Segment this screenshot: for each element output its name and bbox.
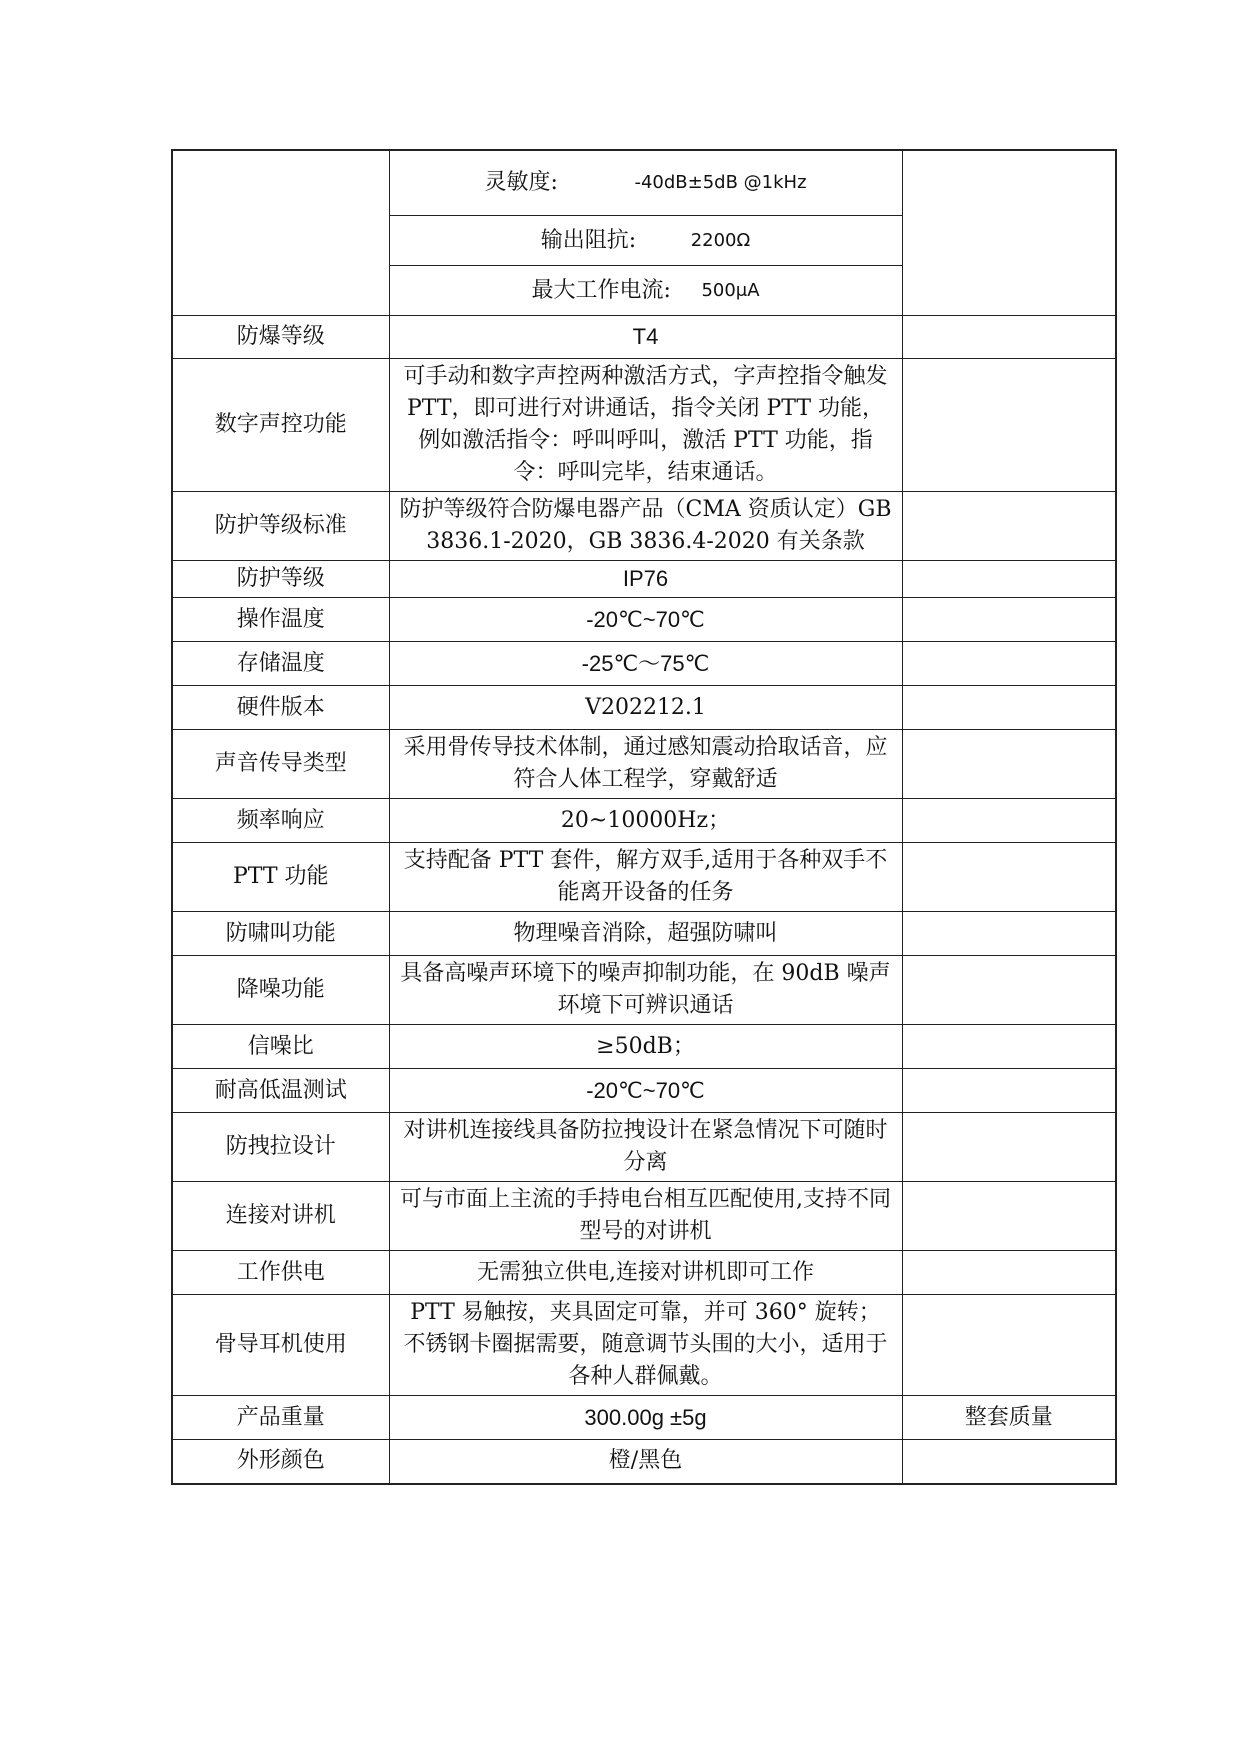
spec-name: 产品重量 (172, 1396, 389, 1440)
spec-value: 可手动和数字声控两种激活方式，字声控指令触发 PTT，即可进行对讲通话，指令关闭 PTT 功能，例如激活指令：呼叫呼叫，激活 PTT 功能，指令：呼叫完毕，结束通话。 (389, 359, 902, 492)
spec-note-cell (902, 150, 1116, 316)
table-row (172, 492, 1116, 561)
spec-name: 防拽拉设计 (172, 1113, 389, 1182)
table-row (172, 686, 1116, 730)
table-row (172, 1396, 1116, 1440)
spec-value: T4 (389, 316, 902, 359)
spec-value: -20℃~70℃ (389, 598, 902, 642)
spec-value: V202212.1 (389, 686, 902, 730)
spec-note: 整套质量 (902, 1396, 1116, 1440)
spec-value: 无需独立供电,连接对讲机即可工作 (389, 1251, 902, 1295)
spec-note (902, 1251, 1116, 1295)
spec-name: 防爆等级 (172, 316, 389, 359)
sub-row-current (390, 266, 902, 316)
electrical-subtable (390, 151, 902, 315)
spec-name: 数字声控功能 (172, 359, 389, 492)
electrical-subtable-cell (389, 150, 902, 316)
table-row (172, 1182, 1116, 1251)
sub-row-value: -40dB±5dB @1kHz (634, 172, 807, 193)
spec-value: -25℃～75℃ (389, 642, 902, 686)
table-row (172, 843, 1116, 912)
spec-name: 连接对讲机 (172, 1182, 389, 1251)
spec-note (902, 316, 1116, 359)
table-row (172, 730, 1116, 799)
spec-note (902, 799, 1116, 843)
spec-value: 采用骨传导技术体制，通过感知震动拾取话音，应符合人体工程学，穿戴舒适 (389, 730, 902, 799)
table-row (172, 561, 1116, 598)
table-row (172, 1069, 1116, 1113)
spec-name: 骨导耳机使用 (172, 1295, 389, 1396)
spec-note (902, 359, 1116, 492)
spec-note (902, 1295, 1116, 1396)
sub-row-label: 灵敏度: (484, 170, 558, 195)
sub-row-impedance (390, 216, 902, 266)
spec-name: 存储温度 (172, 642, 389, 686)
spec-note (902, 1069, 1116, 1113)
table-row (172, 316, 1116, 359)
table-row (172, 799, 1116, 843)
spec-note (902, 956, 1116, 1025)
spec-name: 工作供电 (172, 1251, 389, 1295)
table-row (172, 598, 1116, 642)
table-row (172, 1025, 1116, 1069)
spec-value: -20℃~70℃ (389, 1069, 902, 1113)
table-row (172, 1113, 1116, 1182)
sub-row-value: 500μA (701, 279, 760, 301)
table-row (172, 1295, 1116, 1396)
spec-value: 橙/黑色 (389, 1440, 902, 1484)
spec-value: 300.00g ±5g (389, 1396, 902, 1440)
spec-note (902, 1025, 1116, 1069)
spec-value: 对讲机连接线具备防拉拽设计在紧急情况下可随时分离 (389, 1113, 902, 1182)
spec-value: 防护等级符合防爆电器产品（CMA 资质认定）GB 3836.1-2020，GB 3836.4-2020 有关条款 (389, 492, 902, 561)
spec-name: 防护等级 (172, 561, 389, 598)
spec-note (902, 686, 1116, 730)
spec-value: 20~10000Hz； (389, 799, 902, 843)
spec-note (902, 912, 1116, 956)
spec-name: 外形颜色 (172, 1440, 389, 1484)
spec-note (902, 492, 1116, 561)
spec-name: 频率响应 (172, 799, 389, 843)
spec-name: 耐高低温测试 (172, 1069, 389, 1113)
sub-row-label: 最大工作电流: (531, 277, 671, 303)
spec-table (171, 149, 1117, 1485)
spec-name: PTT 功能 (172, 843, 389, 912)
spec-note (902, 1440, 1116, 1484)
table-row (172, 359, 1116, 492)
spec-value: 支持配备 PTT 套件，解方双手,适用于各种双手不能离开设备的任务 (389, 843, 902, 912)
sub-row-label: 输出阻抗: (540, 227, 637, 253)
sub-row-sensitivity (390, 151, 902, 216)
spec-name: 声音传导类型 (172, 730, 389, 799)
spec-name: 防护等级标准 (172, 492, 389, 561)
spec-value: IP76 (389, 561, 902, 598)
spec-name: 操作温度 (172, 598, 389, 642)
spec-name-cell (172, 150, 389, 316)
spec-note (902, 843, 1116, 912)
table-row (172, 642, 1116, 686)
spec-name: 硬件版本 (172, 686, 389, 730)
spec-note (902, 598, 1116, 642)
table-row (172, 1251, 1116, 1295)
table-row (172, 1440, 1116, 1484)
spec-value: ≥50dB； (389, 1025, 902, 1069)
spec-note (902, 1113, 1116, 1182)
spec-name: 信噪比 (172, 1025, 389, 1069)
table-row-electrical (172, 150, 1116, 316)
spec-value: 可与市面上主流的手持电台相互匹配使用,支持不同型号的对讲机 (389, 1182, 902, 1251)
spec-name: 防啸叫功能 (172, 912, 389, 956)
sub-row-value: 2200Ω (690, 229, 751, 251)
spec-note (902, 730, 1116, 799)
spec-name: 降噪功能 (172, 956, 389, 1025)
spec-note (902, 1182, 1116, 1251)
spec-value: 物理噪音消除，超强防啸叫 (389, 912, 902, 956)
table-row (172, 956, 1116, 1025)
table-row (172, 912, 1116, 956)
spec-value: 具备高噪声环境下的噪声抑制功能，在 90dB 噪声环境下可辨识通话 (389, 956, 902, 1025)
spec-value: PTT 易触按，夹具固定可靠，并可 360° 旋转；不锈钢卡圈据需要，随意调节头围的大小，适用于各种人群佩戴。 (389, 1295, 902, 1396)
spec-note (902, 561, 1116, 598)
spec-note (902, 642, 1116, 686)
